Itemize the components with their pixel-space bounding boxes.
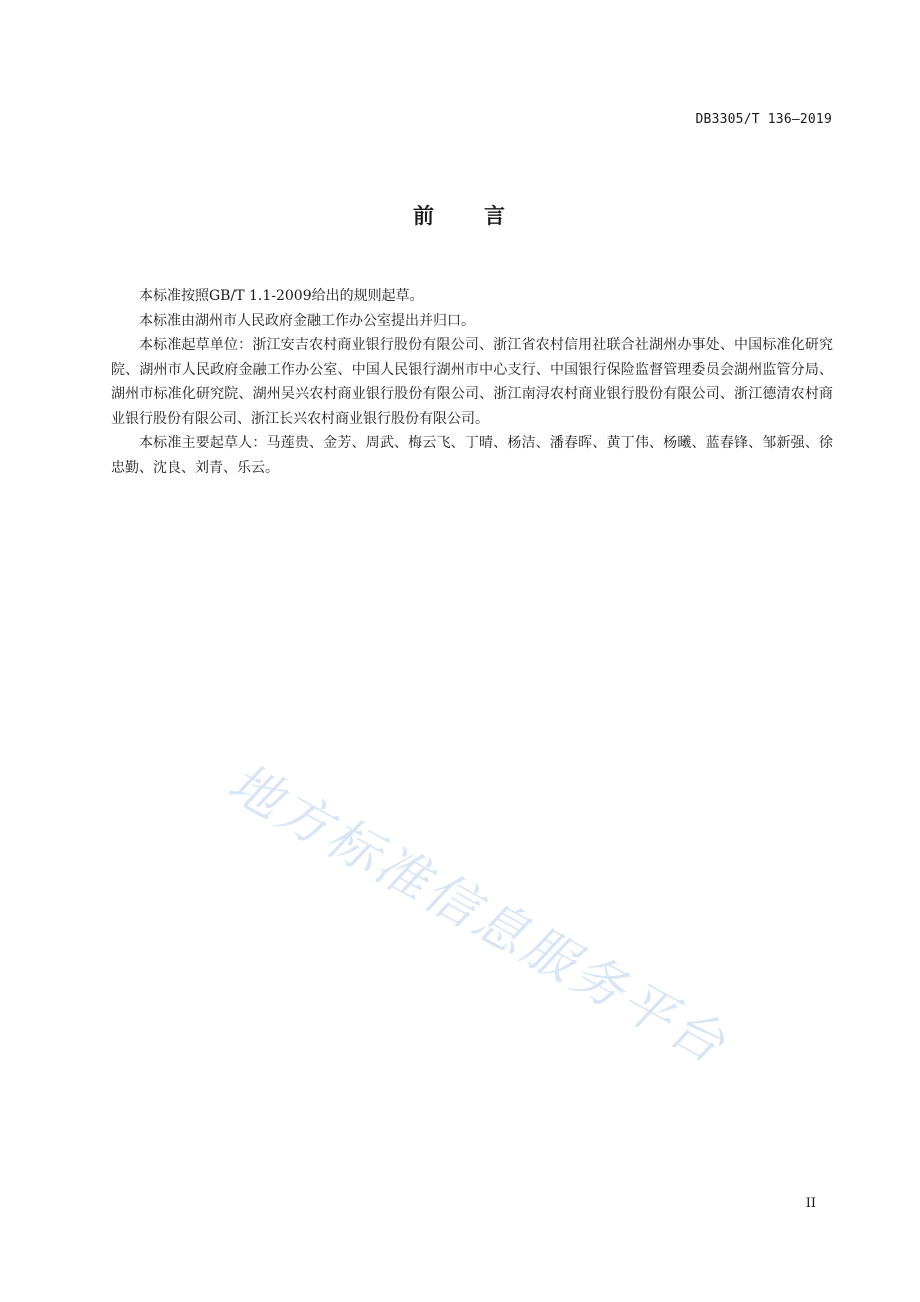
- page-title: [0, 200, 920, 230]
- foreword-body: [111, 284, 833, 480]
- title-char-2: 言: [484, 204, 507, 228]
- paragraph-drafters: 本标准主要起草人：马莲贵、金芳、周武、梅云飞、丁晴、杨洁、潘春晖、黄丁伟、杨曦、蓝春锋、邹新强、徐忠勤、沈良、刘青、乐云。: [111, 435, 833, 476]
- paragraph-drafting-units: 本标准起草单位：浙江安吉农村商业银行股份有限公司、浙江省农村信用社联合社湖州办事处、中国标准化研究院、湖州市人民政府金融工作办公室、中国人民银行湖州市中心支行、中国银行保险监督管理委员会湖州监管分局、湖州市标准化研究院、湖州吴兴农村商业银行股份有限公司、浙江南浔农村商业银行股份有限公司、浙江德清农村商业银行股份有限公司、浙江长兴农村商业银行股份有限公司。: [111, 337, 833, 427]
- watermark: 地方标准信息服务平台: [217, 752, 737, 1077]
- title-char-1: 前: [413, 204, 436, 228]
- paragraph-proposer: 本标准由湖州市人民政府金融工作办公室提出并归口。: [139, 312, 475, 329]
- standard-code: DB3305/T 136—2019: [695, 112, 832, 127]
- paragraph-drafting-rules: 本标准按照GB/T 1.1-2009给出的规则起草。: [139, 288, 424, 304]
- page-number: II: [805, 1196, 816, 1211]
